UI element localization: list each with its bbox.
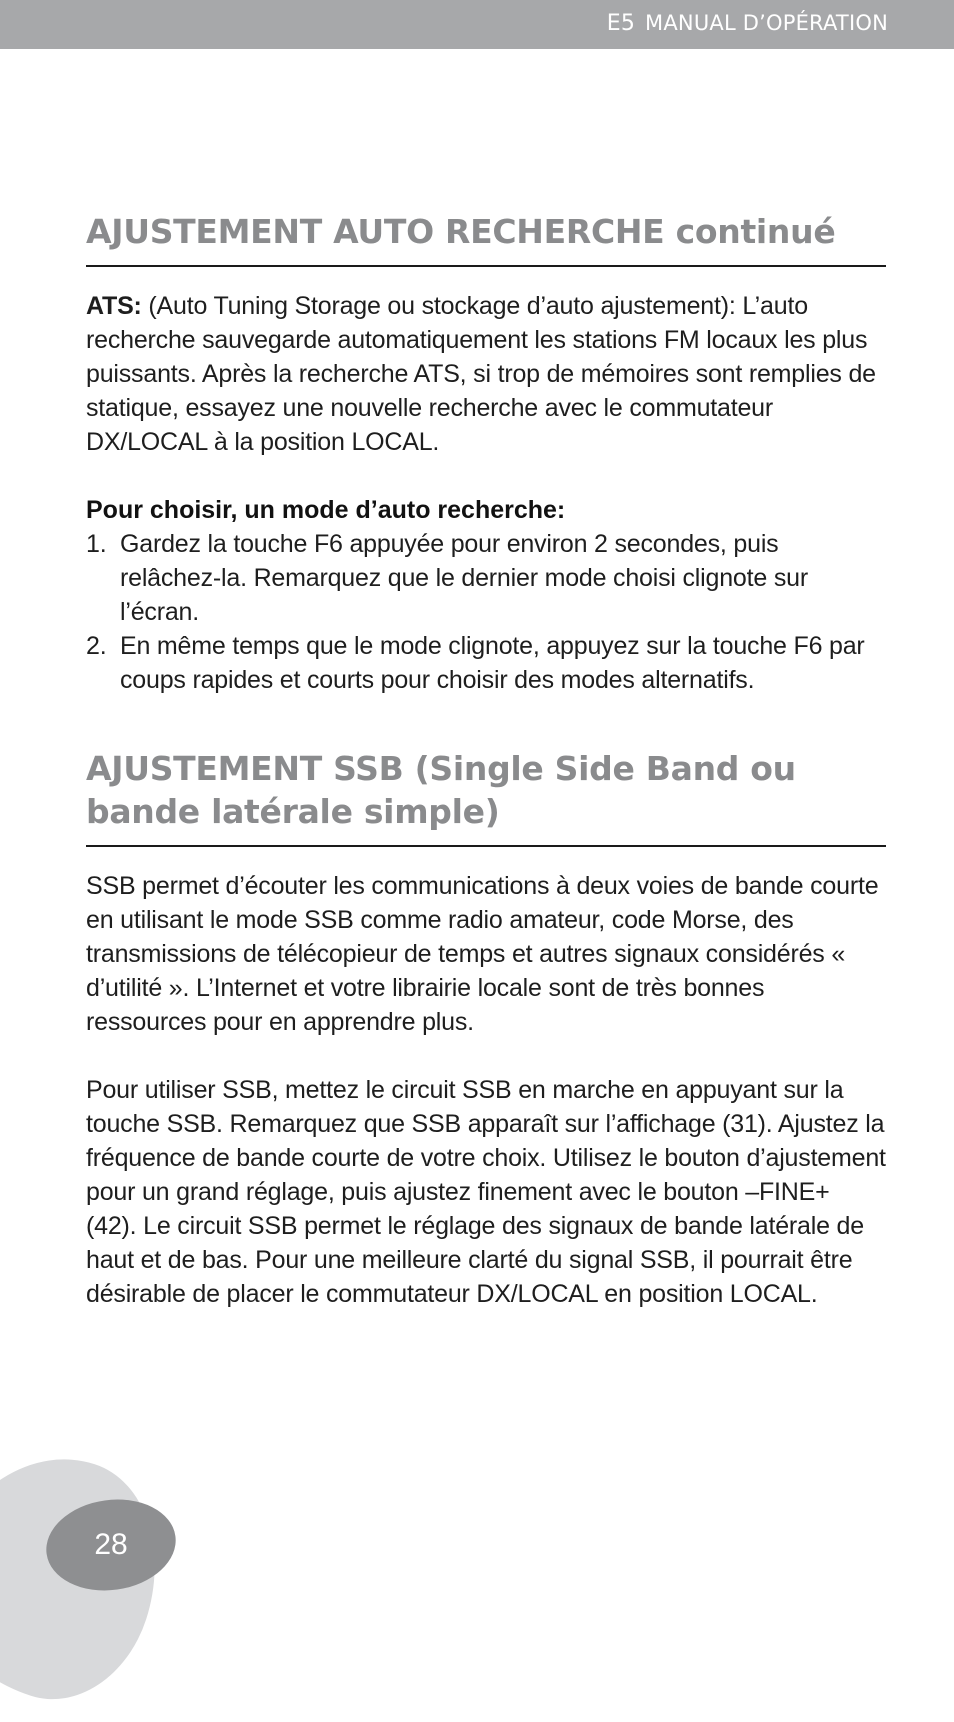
list-item [86,629,886,697]
step-text: En même temps que le mode clignote, appuyez sur la touche F6 par coups rapides et courts pour choisir des modes alternatifs. [120,632,865,694]
ats-label: ATS: [86,292,142,320]
section-title-auto-recherche: AJUSTEMENT AUTO RECHERCHE continué [86,212,836,251]
list-item [86,527,886,629]
model-name: E5 [606,11,636,36]
page-number: 28 [94,1528,128,1561]
section-title-ssb: AJUSTEMENT SSB (Single Side Band ou bande latérale simple) [86,749,796,831]
ssb-paragraph-1: SSB permet d’écouter les communications à deux voies de bande courte en utilisant le mode SSB comme radio amateur, code Morse, des transmissions de télécopieur de temps et autres signaux considérés « d’utilité ». L’Internet et votre librairie locale sont de très bonnes ressources pour en apprendre plus. [86,872,879,1036]
steps-list [86,527,886,697]
section-divider [86,845,886,847]
mode-subheading: Pour choisir, un mode d’auto recherche: [86,496,566,524]
ats-paragraph [86,289,886,459]
page-content [86,210,886,1311]
ssb-paragraph-2: Pour utiliser SSB, mettez le circuit SSB en marche en appuyant sur la touche SSB. Remarquez que SSB apparaît sur l’affichage (31). Ajustez la fréquence de bande courte de votre choix. Utilisez le bouton d’ajustement pour un grand réglage, puis ajustez finement avec le bouton –FINE+ (42). Le circuit SSB permet le réglage des signaux de bande latérale de haut et de bas. Pour une meilleure clarté du signal SSB, il pourrait être désirable de placer le commutateur DX/LOCAL en position LOCAL. [86,1076,886,1308]
step-text: Gardez la touche F6 appuyée pour environ 2 secondes, puis relâchez-la. Remarquez que le dernier mode choisi clignote sur l’écran. [120,530,808,626]
step-number: 1. [86,530,107,558]
running-header [607,11,888,36]
manual-title: MANUAL D’OPÉRATION [645,11,888,35]
ats-description: (Auto Tuning Storage ou stockage d’auto ajustement): L’auto recherche sauvegarde automatiquement les stations FM locaux les plus puissants. Après la recherche ATS, si trop de mémoires sont remplies de statique, essayez une nouvelle recherche avec le commutateur DX/LOCAL à la position LOCAL. [86,292,876,456]
section-divider [86,265,886,267]
step-number: 2. [86,632,107,660]
